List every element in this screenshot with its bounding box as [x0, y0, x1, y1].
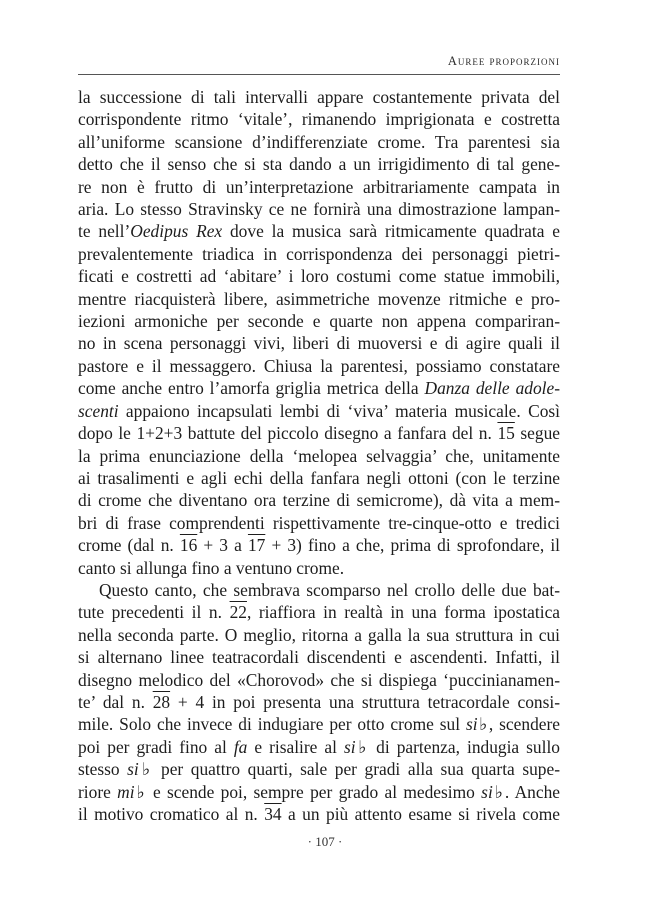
text-run: te nell’: [78, 221, 131, 242]
text-run: crome (dal n.: [78, 535, 180, 556]
rehearsal-number: 22: [229, 602, 247, 623]
text-line: corrispondente ritmo ‘vitale’, rimanendo imprigionata e costretta: [78, 109, 560, 130]
work-title: Oedipus Rex: [130, 221, 223, 242]
running-header: Auree proporzioni: [447, 54, 560, 68]
rehearsal-number: 34: [264, 804, 282, 824]
text-run: . Anche: [504, 781, 560, 802]
note-name: fa: [233, 736, 248, 757]
text-line: Questo canto, che sembrava scomparso nel crollo delle due bat-: [99, 579, 560, 600]
text-run: il motivo cromatico al n.: [78, 804, 265, 824]
text-line: prevalentemente triadica in corrispondenza dei personaggi pietri-: [78, 243, 560, 264]
work-title: Danza delle adole-: [424, 378, 560, 399]
text-run: poi per gradi fino al: [78, 736, 234, 757]
text-line: pastore e il messaggero. Chiusa la parentesi, possiamo constatare: [78, 355, 560, 376]
text-line: [78, 400, 560, 422]
text-run: come anche entro l’amorfa griglia metrica della: [78, 378, 425, 399]
note-name: si♭: [127, 759, 154, 780]
rehearsal-number: 28: [152, 691, 171, 712]
text-line: canto si allunga fino a ventuno crome.: [78, 557, 345, 578]
text-line: la successione di tali intervalli appare costantemente privata del: [78, 87, 560, 107]
note-name: mi♭: [117, 781, 147, 802]
text-run: segue: [514, 423, 560, 444]
text-line: [78, 713, 560, 735]
text-run: riore: [78, 781, 118, 802]
header-rule: [78, 74, 560, 75]
text-run: dopo le 1+2+3 battute del piccolo disegno a fanfara del n.: [78, 423, 498, 444]
text-line: [78, 422, 560, 444]
text-run: dove la musica sarà ritmicamente quadrata e: [222, 221, 560, 242]
text-line: [78, 803, 560, 825]
text-line: [78, 601, 560, 623]
text-run: + 3) fino a che, prima di sprofondare, il: [265, 535, 560, 556]
text-line: [78, 758, 560, 780]
text-run: mile. Solo che invece di indugiare per otto crome sul: [78, 714, 466, 735]
paragraph-2: [78, 579, 560, 825]
text-line: [78, 781, 560, 803]
text-line: [78, 736, 560, 758]
text-line: di crome che diventano ora terzine di semicrome), dà vita a mem-: [78, 490, 560, 511]
note-name: si♭: [481, 781, 505, 802]
text-line: bri di frase comprendenti rispettivamente tre-cinque-otto e tredici: [78, 512, 560, 533]
rehearsal-number: 16: [179, 535, 198, 556]
text-run: te’ dal n.: [78, 691, 153, 712]
text-line: no in scena personaggi vivi, liberi di muoversi e di agire quali il: [78, 333, 560, 354]
text-run: per quattro quarti, sale per gradi alla sua quarta supe-: [153, 759, 560, 780]
text-run: stesso: [78, 759, 128, 780]
note-name: si♭: [465, 714, 489, 735]
text-run: , scendere: [488, 714, 560, 735]
text-line: ai trasalimenti e agli echi della fanfara negli ottoni (con le terzine: [78, 467, 560, 488]
text-run: di partenza, indugia sullo: [369, 736, 560, 757]
text-run: + 4 in poi presenta una struttura tetracordale consi-: [170, 691, 560, 712]
text-line: disegno melodico del «Chorovod» che si dispiega ‘puccinianamen-: [78, 669, 560, 690]
text-line: ficati e costretti ad ‘abitare’ i loro costumi come statue immobili,: [78, 266, 560, 287]
rehearsal-number: 15: [497, 423, 515, 444]
text-line: detto che il senso che si sta dando a un irrigidimento di tal gene-: [78, 154, 560, 175]
text-line: iezioni armoniche per seconde e quarte non appena compariran-: [78, 311, 560, 332]
text-line: all’uniforme scansione d’indifferenziate crome. Tra parentesi sia: [78, 131, 560, 152]
work-title: scenti: [78, 400, 119, 421]
body-text: [78, 86, 560, 825]
rehearsal-number: 17: [247, 535, 266, 556]
page-number: · 107 ·: [307, 834, 343, 849]
text-line: si alternano linee teatracordali discendenti e ascendenti. Infatti, il: [78, 647, 560, 668]
text-run: a un più attento esame si rivela come: [281, 804, 560, 824]
text-line: re non è frutto di un’interpretazione arbitrariamente campata in: [78, 176, 560, 197]
text-run: e risalire al: [247, 736, 344, 757]
paragraph-1: [78, 86, 560, 579]
note-name: si♭: [344, 736, 370, 757]
text-line: [78, 534, 560, 556]
text-line: [78, 691, 560, 713]
text-line: la prima enunciazione della ‘melopea selvaggia’ che, unitamente: [78, 445, 560, 466]
text-run: , riaffiora in realtà in una forma ipostatica: [246, 602, 561, 623]
text-line: mentre riacquisterà libere, asimmetriche movenze ritmiche e pro-: [78, 288, 560, 309]
text-line: nella seconda parte. O meglio, ritorna a galla la sua struttura in cui: [78, 624, 560, 645]
text-run: e scende poi, sempre per grado al medesimo: [146, 781, 482, 802]
text-run: + 3 a: [197, 535, 248, 556]
text-run: tute precedenti il n.: [78, 602, 230, 623]
text-line: [78, 377, 560, 399]
text-run: appaiono incapsulati lembi di ‘viva’ materia musicale. Così: [118, 400, 560, 421]
text-line: aria. Lo stesso Stravinsky ce ne fornirà una dimostrazione lampan-: [78, 199, 560, 220]
text-line: [78, 220, 560, 242]
